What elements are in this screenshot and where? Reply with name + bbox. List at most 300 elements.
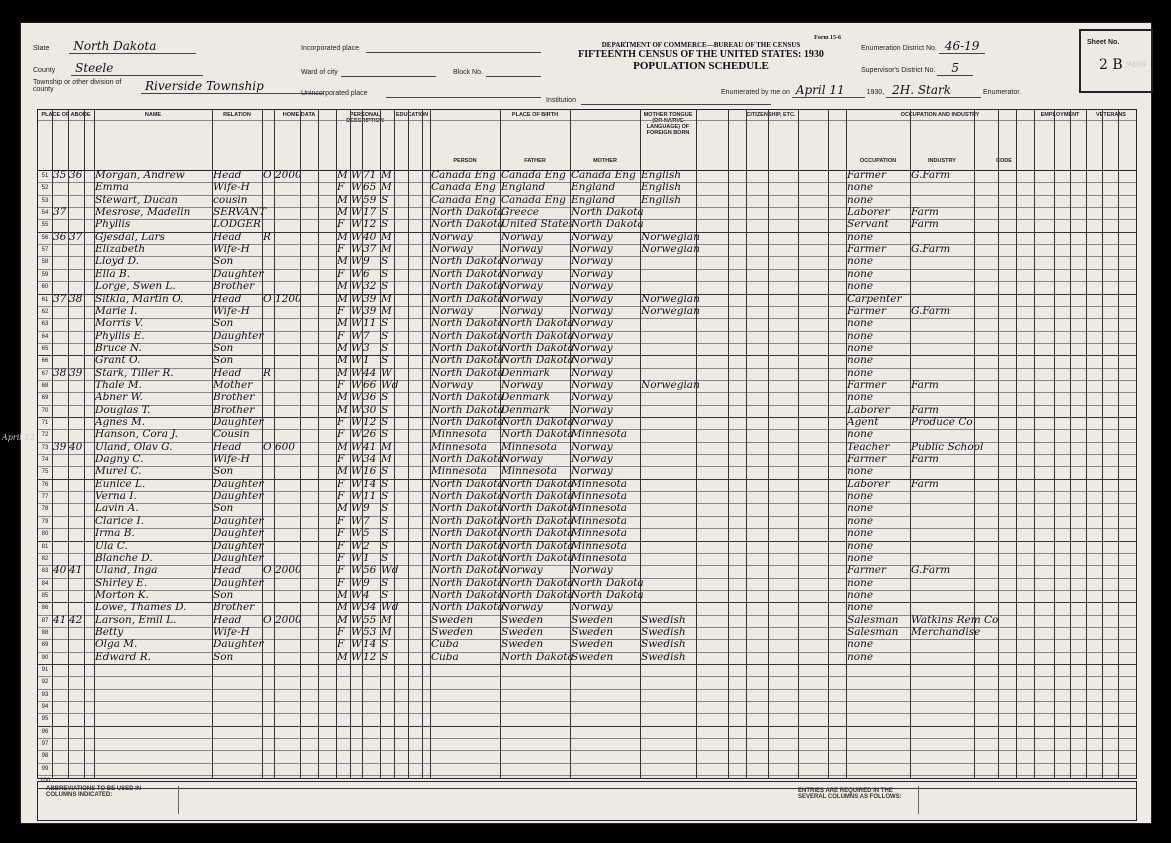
- row-rule: [38, 763, 1136, 764]
- cell-mbp: England: [571, 193, 616, 206]
- cell-name: Larson, Emil L.: [95, 613, 177, 626]
- cell-ms: S: [381, 280, 389, 293]
- line-number: 88: [41, 629, 49, 636]
- sheet-no-label: Sheet No.: [1087, 39, 1120, 46]
- cell-ms: M: [381, 169, 392, 181]
- sub-header: FATHER: [524, 158, 546, 164]
- cell-sex: F: [337, 453, 345, 466]
- column-rule: [828, 110, 829, 778]
- cell-mbp: Norway: [571, 243, 613, 256]
- cell-sex: F: [337, 564, 345, 577]
- cell-tenure: O: [263, 169, 272, 181]
- cell-ms: M: [381, 453, 392, 466]
- line-number: 79: [41, 518, 49, 525]
- cell-ms: M: [381, 181, 392, 194]
- institution-line: [581, 104, 771, 105]
- cell-ms: S: [381, 354, 389, 367]
- cell-mbp: Norway: [571, 453, 613, 466]
- cell-fbp: Denmark: [501, 403, 550, 416]
- cell-age: 12: [363, 218, 377, 231]
- cell-rel: Head: [213, 564, 242, 577]
- cell-fam: 42: [69, 613, 83, 626]
- block-line: [486, 76, 541, 77]
- cell-dw: 40: [53, 564, 67, 577]
- cell-ms: S: [381, 588, 389, 601]
- column-rule: [728, 110, 729, 778]
- cell-race: W: [351, 317, 362, 330]
- cell-age: 9: [363, 502, 370, 515]
- cell-bp: North Dakota: [431, 341, 504, 354]
- cell-dw: 37: [53, 292, 67, 305]
- department: DEPARTMENT OF COMMERCE—BUREAU OF THE CENSUS: [601, 41, 801, 49]
- cell-sex: M: [337, 613, 348, 626]
- cell-name: Bruce N.: [95, 341, 142, 354]
- cell-mbp: Minnesota: [571, 514, 628, 527]
- cell-bp: Norway: [431, 230, 473, 243]
- cell-age: 12: [363, 650, 377, 663]
- cell-name: Lorge, Swen L.: [95, 280, 176, 293]
- cell-bp: Canada Eng: [431, 169, 496, 181]
- cell-mbp: Norway: [571, 416, 613, 428]
- cell-fbp: North Dakota: [501, 477, 574, 490]
- unincorporated-label: Unincorporated place: [301, 90, 368, 97]
- column-rule: [1086, 110, 1087, 778]
- cell-name: Emma: [95, 181, 129, 194]
- cell-race: W: [351, 440, 362, 453]
- cell-occ: Carpenter: [847, 292, 902, 305]
- cell-bp: North Dakota: [431, 329, 504, 342]
- line-number: 91: [41, 667, 49, 673]
- abbrev-title: ABBREVIATIONS TO BE USED IN COLUMNS INDICATED:: [46, 786, 142, 798]
- column-rule: [52, 110, 53, 778]
- cell-name: Verna I.: [95, 490, 137, 503]
- cell-name: Murel C.: [95, 465, 142, 478]
- cell-fbp: Sweden: [501, 638, 544, 651]
- cell-mbp: Sweden: [571, 638, 614, 651]
- cell-mbp: Norway: [571, 601, 613, 614]
- cell-ms: Wd: [381, 378, 399, 391]
- cell-race: W: [351, 181, 362, 194]
- cell-mbp: North Dakota: [571, 576, 644, 589]
- cell-fbp: Norway: [501, 601, 543, 614]
- cell-race: W: [351, 218, 362, 231]
- column-rule: [94, 110, 95, 778]
- cell-sex: F: [337, 416, 345, 428]
- cell-name: Elizabeth: [95, 243, 146, 256]
- cell-name: Shirley E.: [95, 576, 148, 589]
- cell-fbp: North Dakota: [501, 428, 574, 441]
- column-rule: [696, 110, 697, 778]
- cell-race: W: [351, 625, 362, 638]
- cell-name: Morgan, Andrew: [95, 169, 185, 181]
- row-rule: [38, 689, 1136, 690]
- cell-tongue: Swedish: [641, 638, 686, 651]
- cell-age: 39: [363, 292, 377, 305]
- cell-race: W: [351, 169, 362, 181]
- cell-name: Morris V.: [95, 317, 144, 330]
- cell-race: W: [351, 378, 362, 391]
- cell-race: W: [351, 650, 362, 663]
- cell-rel: Head: [213, 613, 242, 626]
- cell-fbp: North Dakota: [501, 650, 574, 663]
- cell-ms: S: [381, 193, 389, 206]
- cell-name: Dagny C.: [95, 453, 144, 466]
- cell-bp: North Dakota: [431, 280, 504, 293]
- county-field: County Steele: [33, 61, 203, 75]
- cell-rel: Wife-H: [213, 304, 250, 317]
- group-header: MOTHER TONGUE (OR NATIVE LANGUAGE) OF FOREIGN BORN: [643, 112, 693, 136]
- cell-age: 17: [363, 206, 377, 219]
- cell-mbp: Norway: [571, 440, 613, 453]
- column-rule: [380, 110, 381, 778]
- cell-race: W: [351, 255, 362, 268]
- cell-ms: M: [381, 613, 392, 626]
- line-number: 65: [41, 345, 49, 352]
- cell-age: 12: [363, 416, 377, 428]
- cell-ms: S: [381, 576, 389, 589]
- cell-rel: Wife-H: [213, 625, 250, 638]
- cell-occ: none: [847, 576, 874, 589]
- line-number: 64: [41, 333, 49, 340]
- cell-race: W: [351, 403, 362, 416]
- enum-year: 1930,: [866, 89, 885, 96]
- column-rule: [1118, 110, 1119, 778]
- cell-dw: 37: [53, 206, 67, 219]
- cell-fam: 38: [69, 292, 83, 305]
- line-number: 89: [41, 642, 49, 649]
- cell-rel: cousin: [213, 193, 248, 206]
- cell-rel: Daughter: [213, 416, 264, 428]
- column-rule: [362, 110, 363, 778]
- cell-age: 16: [363, 465, 377, 478]
- cell-bp: North Dakota: [431, 576, 504, 589]
- cell-occ: Farmer: [847, 169, 887, 181]
- cell-fbp: Norway: [501, 304, 543, 317]
- cell-rel: Son: [213, 588, 234, 601]
- cell-val: 1200: [275, 292, 302, 305]
- cell-race: W: [351, 280, 362, 293]
- cell-rel: Mother: [213, 378, 253, 391]
- cell-bp: North Dakota: [431, 391, 504, 404]
- cell-name: Thale M.: [95, 378, 143, 391]
- line-number: 71: [41, 420, 49, 426]
- group-header: CITIZENSHIP, ETC.: [746, 112, 796, 118]
- cell-race: W: [351, 502, 362, 515]
- line-number: 73: [41, 444, 49, 451]
- cell-mbp: North Dakota: [571, 588, 644, 601]
- cell-name: Douglas T.: [95, 403, 151, 416]
- cell-sex: F: [337, 539, 345, 552]
- census-title-block: [561, 35, 841, 72]
- cell-ms: S: [381, 551, 389, 564]
- cell-occ: none: [847, 502, 874, 515]
- cell-occ: none: [847, 490, 874, 503]
- cell-sex: M: [337, 292, 348, 305]
- cell-race: W: [351, 354, 362, 367]
- cell-fbp: Denmark: [501, 366, 550, 379]
- cell-sex: F: [337, 490, 345, 503]
- cell-tongue: Swedish: [641, 625, 686, 638]
- cell-name: Phyllis E.: [95, 329, 145, 342]
- line-number: 58: [41, 259, 49, 266]
- cell-race: W: [351, 366, 362, 379]
- cell-sex: M: [337, 317, 348, 330]
- cell-mbp: Minnesota: [571, 539, 628, 552]
- cell-race: W: [351, 416, 362, 428]
- census-sheet: [20, 22, 1152, 824]
- cell-sex: M: [337, 366, 348, 379]
- cell-sex: F: [337, 477, 345, 490]
- instructions-footer: [37, 781, 1137, 821]
- cell-mbp: Minnesota: [571, 551, 628, 564]
- cell-occ: none: [847, 391, 874, 404]
- cell-bp: North Dakota: [431, 354, 504, 367]
- entries-title: ENTRIES ARE REQUIRED IN THE SEVERAL COLUMNS AS FOLLOWS:: [798, 788, 902, 800]
- cell-name: Phyllis: [95, 218, 131, 231]
- cell-name: Stark, Tiller R.: [95, 366, 174, 379]
- cell-occ: Farmer: [847, 304, 887, 317]
- cell-sex: M: [337, 588, 348, 601]
- cell-occ: none: [847, 514, 874, 527]
- cell-fbp: North Dakota: [501, 588, 574, 601]
- cell-bp: Minnesota: [431, 428, 488, 441]
- cell-bp: North Dakota: [431, 292, 504, 305]
- line-number: 61: [41, 296, 49, 303]
- line-number: 59: [41, 271, 49, 278]
- cell-ind: G.Farm: [911, 169, 951, 181]
- column-rule: [798, 110, 799, 778]
- cell-mbp: Norway: [571, 341, 613, 354]
- ward-label: Ward of city: [301, 69, 338, 76]
- cell-rel: Daughter: [213, 477, 264, 490]
- cell-occ: Laborer: [847, 403, 890, 416]
- column-rule: [998, 110, 999, 778]
- cell-sex: F: [337, 527, 345, 540]
- line-number: 74: [41, 457, 49, 464]
- cell-occ: none: [847, 267, 874, 280]
- cell-occ: none: [847, 465, 874, 478]
- township-label: Township or other division of county: [33, 79, 122, 93]
- cell-sex: M: [337, 601, 348, 614]
- cell-age: 2: [363, 539, 370, 552]
- cell-bp: North Dakota: [431, 514, 504, 527]
- sub-header: INDUSTRY: [928, 158, 956, 164]
- cell-fbp: Greece: [501, 206, 539, 219]
- state-field: State North Dakota: [33, 39, 196, 53]
- cell-race: W: [351, 601, 362, 614]
- abbrev-table: [178, 786, 779, 814]
- cell-mbp: Canada Eng: [571, 169, 636, 181]
- cell-age: 11: [363, 317, 377, 330]
- cell-sex: F: [337, 181, 345, 194]
- line-number: 69: [41, 395, 49, 402]
- cell-occ: Salesman: [847, 613, 899, 626]
- cell-name: Olga M.: [95, 638, 138, 651]
- cell-rel: Son: [213, 341, 234, 354]
- cell-ind: G.Farm: [911, 304, 951, 317]
- cell-occ: none: [847, 588, 874, 601]
- cell-mbp: England: [571, 181, 616, 194]
- column-rule: [430, 110, 431, 778]
- cell-ms: S: [381, 428, 389, 441]
- cell-name: Lloyd D.: [95, 255, 140, 268]
- cell-mbp: Norway: [571, 465, 613, 478]
- cell-age: 7: [363, 329, 370, 342]
- cell-sex: F: [337, 378, 345, 391]
- cell-fbp: North Dakota: [501, 317, 574, 330]
- enum-date-value: April 11: [792, 83, 865, 98]
- cell-dw: 36: [53, 230, 67, 243]
- column-rule: [336, 110, 337, 778]
- cell-rel: Son: [213, 502, 234, 515]
- cell-fbp: Norway: [501, 378, 543, 391]
- cell-tongue: Norwegian: [641, 292, 700, 305]
- cell-ind: Public School: [911, 440, 984, 453]
- cell-mbp: North Dakota: [571, 218, 644, 231]
- column-headers: [38, 110, 1136, 171]
- cell-tenure: O: [263, 613, 272, 626]
- cell-age: 59: [363, 193, 377, 206]
- cell-name: Lowe, Thames D.: [95, 601, 187, 614]
- cell-mbp: Norway: [571, 391, 613, 404]
- cell-sex: M: [337, 465, 348, 478]
- cell-race: W: [351, 292, 362, 305]
- row-rule: [38, 750, 1136, 751]
- cell-rel: Daughter: [213, 551, 264, 564]
- cell-fbp: Norway: [501, 292, 543, 305]
- cell-race: W: [351, 391, 362, 404]
- cell-mbp: Norway: [571, 292, 613, 305]
- line-number: 68: [41, 382, 49, 389]
- cell-sex: M: [337, 650, 348, 663]
- header-rule: [38, 120, 1136, 121]
- side-date: April 12: [2, 433, 35, 442]
- column-rule: [1016, 110, 1017, 778]
- cell-ind: Farm: [911, 477, 939, 490]
- cell-mbp: Norway: [571, 255, 613, 268]
- line-number: 56: [41, 234, 49, 241]
- cell-rel: Daughter: [213, 638, 264, 651]
- cell-sex: M: [337, 193, 348, 206]
- cell-rel: Daughter: [213, 267, 264, 280]
- cell-mbp: Norway: [571, 317, 613, 330]
- column-rule: [768, 110, 769, 778]
- line-number: 72: [41, 432, 49, 439]
- cell-race: W: [351, 465, 362, 478]
- line-number: 54: [41, 210, 49, 217]
- cell-rel: Wife-H: [213, 453, 250, 466]
- cell-occ: Agent: [847, 416, 879, 428]
- cell-mbp: Sweden: [571, 625, 614, 638]
- cell-sex: F: [337, 218, 345, 231]
- cell-occ: none: [847, 317, 874, 330]
- line-number: 83: [41, 568, 49, 575]
- cell-age: 32: [363, 280, 377, 293]
- cell-ms: S: [381, 490, 389, 503]
- cell-mbp: Norway: [571, 304, 613, 317]
- cell-occ: Servant: [847, 218, 889, 231]
- column-rule: [422, 110, 423, 778]
- cell-fbp: Norway: [501, 243, 543, 256]
- cell-fam: 36: [69, 169, 83, 181]
- cell-mbp: Minnesota: [571, 428, 628, 441]
- cell-race: W: [351, 490, 362, 503]
- cell-sex: F: [337, 304, 345, 317]
- cell-tongue: English: [641, 169, 682, 181]
- cell-sex: M: [337, 341, 348, 354]
- column-rule: [910, 110, 911, 778]
- cell-name: Eunice L.: [95, 477, 146, 490]
- line-number: 75: [41, 469, 49, 476]
- line-number: 62: [41, 308, 49, 315]
- line-number: 52: [41, 185, 49, 192]
- cell-age: 40: [363, 230, 377, 243]
- cell-sex: F: [337, 267, 345, 280]
- cell-rel: Brother: [213, 601, 255, 614]
- enum-district-field: Enumeration District No. 46-19: [861, 39, 985, 53]
- cell-tongue: Norwegian: [641, 230, 700, 243]
- cell-rel: Son: [213, 465, 234, 478]
- cell-dw: 39: [53, 440, 67, 453]
- cell-occ: none: [847, 366, 874, 379]
- population-table: [37, 109, 1137, 785]
- cell-rel: Cousin: [213, 428, 250, 441]
- column-rule: [84, 110, 85, 778]
- cell-rel: Daughter: [213, 527, 264, 540]
- cell-ms: Wd: [381, 601, 399, 614]
- cell-tongue: Norwegian: [641, 378, 700, 391]
- cell-ms: S: [381, 403, 389, 416]
- cell-bp: North Dakota: [431, 539, 504, 552]
- cell-race: W: [351, 477, 362, 490]
- cell-rel: Wife-H: [213, 243, 250, 256]
- cell-rel: Brother: [213, 391, 255, 404]
- cell-sex: M: [337, 206, 348, 219]
- cell-name: Lavin A.: [95, 502, 139, 515]
- cell-sex: F: [337, 638, 345, 651]
- cell-fbp: Minnesota: [501, 465, 558, 478]
- cell-fbp: Sweden: [501, 613, 544, 626]
- state-value: North Dakota: [69, 39, 196, 54]
- cell-age: 41: [363, 440, 377, 453]
- cell-ms: S: [381, 416, 389, 428]
- cell-rel: Daughter: [213, 514, 264, 527]
- cell-age: 30: [363, 403, 377, 416]
- cell-race: W: [351, 613, 362, 626]
- cell-bp: Norway: [431, 378, 473, 391]
- group-header: OCCUPATION AND INDUSTRY: [900, 112, 980, 118]
- cell-bp: Canada Eng: [431, 181, 496, 194]
- cell-ms: S: [381, 638, 389, 651]
- cell-fbp: Norway: [501, 564, 543, 577]
- cell-bp: Norway: [431, 304, 473, 317]
- group-header: HOME DATA: [282, 112, 316, 118]
- cell-bp: North Dakota: [431, 490, 504, 503]
- cell-race: W: [351, 638, 362, 651]
- sup-district-field: Supervisor's District No. 5: [861, 61, 973, 75]
- cell-name: Ula C.: [95, 539, 128, 552]
- cell-bp: North Dakota: [431, 527, 504, 540]
- line-number: 96: [41, 728, 49, 735]
- cell-name: Morton K.: [95, 588, 149, 601]
- cell-mbp: North Dakota: [571, 206, 644, 219]
- cell-mbp: Norway: [571, 564, 613, 577]
- cell-age: 7: [363, 514, 370, 527]
- cell-fbp: United States: [501, 218, 574, 231]
- cell-sex: F: [337, 514, 345, 527]
- cell-occ: Salesman: [847, 625, 899, 638]
- cell-fam: 41: [69, 564, 83, 577]
